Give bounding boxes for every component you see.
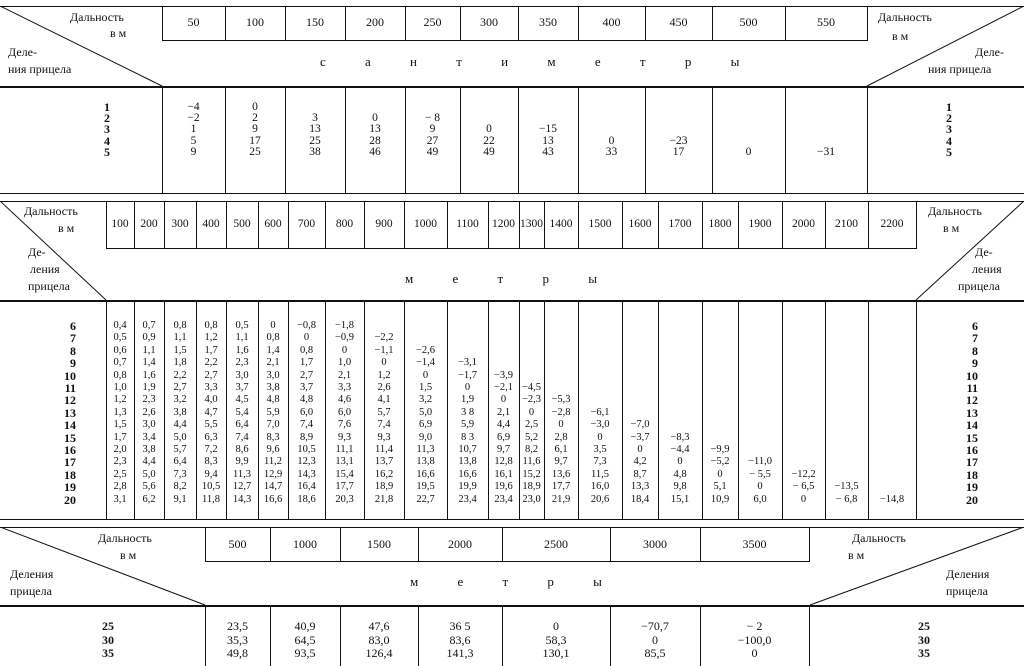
range-header: 1600 xyxy=(628,218,652,230)
value-column: − 2 −100,0 0 xyxy=(737,619,772,660)
range-label-right: Дальность xyxy=(928,204,982,218)
row-label-right: 15 xyxy=(966,430,978,445)
range-header: 50 xyxy=(187,15,200,29)
row-label: 14 xyxy=(64,418,76,433)
range-header: 450 xyxy=(669,15,688,29)
range-header: 200 xyxy=(140,218,158,230)
range-header: 900 xyxy=(375,218,393,230)
row-label-right: 18 xyxy=(966,467,978,482)
value-column: 0,8 1,2 1,7 2,2 2,7 3,3 4,0 4,7 5,5 6,3 7,2 8,3 9,4 10,5 11,8 xyxy=(201,320,221,505)
range-header: 300 xyxy=(171,218,189,230)
range-header: 100 xyxy=(246,15,264,29)
row-label: 16 xyxy=(64,443,76,457)
row-label-right: 30 xyxy=(918,632,930,647)
value-column: −70,7 0 85,5 xyxy=(641,619,669,660)
sight-label-2: ления xyxy=(30,262,60,276)
value-column: 0 0,8 1,4 2,1 3,0 3,8 4,8 5,9 7,0 8,3 9,6 11,2 12,9 14,7 16,6 xyxy=(263,320,283,505)
value-column: 0,8 1,1 1,5 1,8 2,2 2,7 3,2 3,8 4,4 5,0 5,7 6,4 7,3 8,2 9,1 xyxy=(173,320,187,505)
row-label-right: 4 xyxy=(946,133,952,148)
row-label: 2 xyxy=(104,111,110,126)
value-column: −0,8 0 0,8 1,7 2,7 3,7 4,8 6,0 7,4 8,9 10,5 12,3 14,3 16,4 18,6 xyxy=(296,320,317,505)
unit-label: в м xyxy=(110,26,127,40)
value-column: −2,6 −1,4 0 1,5 3,2 5,0 6,9 9,0 11,3 13,8 16,6 19,5 22,7 xyxy=(415,344,436,505)
row-label: 4 xyxy=(104,133,110,148)
value-column: −12,2 − 6,5 0 xyxy=(791,468,816,505)
value-column: 40,9 64,5 93,5 xyxy=(294,619,316,660)
corner-diagonals xyxy=(0,201,1024,302)
value-column: −14,8 xyxy=(879,493,905,505)
row-label-right: 35 xyxy=(918,646,930,660)
range-header: 1500 xyxy=(588,218,612,230)
sight-label-right-2: ления xyxy=(972,262,1002,276)
row-label: 18 xyxy=(64,467,76,482)
range-label: Дальность xyxy=(70,10,124,24)
sight-label-1: Деле- xyxy=(8,45,37,59)
value-column: −15 13 43 xyxy=(539,123,557,158)
value-column: −1,8 −0,9 0 1,0 2,1 3,3 4,6 6,0 7,6 9,3 11,1 13,1 15,4 17,7 20,3 xyxy=(334,320,355,505)
value-column: −3,1 −1,7 0 1,9 3 8 5,9 8 3 10,7 13,8 16,6 19,9 23,4 xyxy=(457,357,478,505)
sight-label-right-1: Деления xyxy=(946,567,990,581)
sight-label-2: прицела xyxy=(10,584,52,598)
range-header: 1800 xyxy=(708,218,732,230)
column-divider xyxy=(867,7,868,41)
range-header: 2100 xyxy=(835,218,858,230)
range-header: 3000 xyxy=(643,537,667,551)
divider xyxy=(0,193,1024,194)
range-header: 2200 xyxy=(880,218,904,230)
row-label: 17 xyxy=(64,455,76,470)
row-label: 8 xyxy=(70,343,76,358)
column-divider xyxy=(809,528,810,562)
sight-label-right-1: Де- xyxy=(975,245,993,259)
range-label-right: Дальность xyxy=(852,531,906,545)
column-divider xyxy=(916,202,917,249)
range-header: 1500 xyxy=(367,537,391,551)
row-label-right: 16 xyxy=(966,443,978,457)
row-label-right: 12 xyxy=(966,393,978,408)
range-header: 100 xyxy=(111,218,129,230)
meters-label: м е т р ы xyxy=(405,271,615,286)
range-header: 400 xyxy=(202,218,220,230)
value-column: 0 33 xyxy=(605,134,618,158)
unit-label-right: в м xyxy=(892,29,909,43)
range-header: 2000 xyxy=(792,218,815,230)
sight-label-1: Деления xyxy=(10,567,54,581)
value-column: 0 58,3 130,1 xyxy=(542,619,570,660)
value-column: −3,9 −2,1 0 2,1 4,4 6,9 9,7 12,8 16,1 19,6 23,4 xyxy=(493,369,514,505)
range-header: 1100 xyxy=(456,218,479,230)
range-header: 500 xyxy=(739,15,758,29)
row-label: 30 xyxy=(102,632,114,647)
value-column: −2,2 −1,1 0 1,2 2,6 4,1 5,7 7,4 9,3 11,4 13,7 16,2 18,9 21,8 xyxy=(374,332,394,505)
column-divider xyxy=(916,302,917,519)
range-label: Дальность xyxy=(98,531,152,545)
value-column: 0 22 49 xyxy=(483,123,495,158)
row-label-right: 25 xyxy=(918,619,930,633)
sight-label-right-1: Деле- xyxy=(975,45,1004,59)
range-header: 1900 xyxy=(748,218,772,230)
row-label: 20 xyxy=(64,492,76,507)
value-column: 23,5 35,3 49,8 xyxy=(227,619,248,660)
value-column: −4 −2 1 5 9 xyxy=(187,101,200,158)
value-column: 47,6 83,0 126,4 xyxy=(365,619,393,660)
value-column: 0 2 9 17 25 xyxy=(249,101,261,158)
row-label: 13 xyxy=(64,405,76,420)
divider xyxy=(0,519,1024,520)
row-label-right: 3 xyxy=(946,122,952,137)
range-header: 150 xyxy=(306,15,324,29)
range-header: 350 xyxy=(539,15,557,29)
range-header: 1200 xyxy=(492,218,515,230)
sight-label-2: ния прицела xyxy=(8,62,72,76)
row-label: 35 xyxy=(102,646,114,660)
sight-label-right-2: ния прицела xyxy=(928,62,992,76)
value-column: 0 13 28 46 xyxy=(369,112,381,158)
value-column: −11,0 − 5,5 0 6,0 xyxy=(748,456,772,505)
row-label-right: 8 xyxy=(972,343,978,358)
range-header: 500 xyxy=(228,537,247,551)
value-column: 0,5 1,1 1,6 2,3 3,0 3,7 4,5 5,4 6,4 7,4 8,6 9,9 11,3 12,7 14,3 xyxy=(232,320,252,505)
value-column: 0,7 0,9 1,1 1,4 1,6 1,9 2,3 2,6 3,0 3,4 3,8 4,4 5,0 5,6 6,2 xyxy=(142,320,156,505)
range-header: 1400 xyxy=(549,218,573,230)
row-label: 25 xyxy=(102,619,114,633)
value-column: −31 xyxy=(817,145,835,158)
value-column: 0 xyxy=(745,145,752,158)
value-column: −9,9 −5,2 0 5,1 10,9 xyxy=(710,444,730,505)
row-label: 15 xyxy=(64,430,76,445)
range-header: 3500 xyxy=(742,537,767,551)
value-column: −7,0 −3,7 0 4,2 8,7 13,3 18,4 xyxy=(630,419,650,505)
unit-label-right: в м xyxy=(943,221,960,235)
value-column: −23 17 xyxy=(669,134,688,158)
sight-label-1: Де- xyxy=(28,245,46,259)
range-header: 800 xyxy=(335,218,354,230)
row-label: 9 xyxy=(70,356,76,371)
row-label-right: 13 xyxy=(966,405,978,420)
range-header: 2000 xyxy=(448,537,472,551)
range-header: 200 xyxy=(366,15,384,29)
row-label-right: 10 xyxy=(966,368,978,383)
range-header: 400 xyxy=(602,15,621,29)
range-header: 300 xyxy=(480,15,498,29)
row-label: 11 xyxy=(64,381,76,395)
row-label: 12 xyxy=(64,393,76,408)
sight-label-right-2: прицела xyxy=(946,584,988,598)
range-label: Дальность xyxy=(24,204,78,218)
unit-label-right: в м xyxy=(848,548,865,562)
range-header: 1700 xyxy=(668,218,692,230)
row-label-right: 11 xyxy=(966,381,978,395)
row-label: 10 xyxy=(64,368,76,383)
row-label-right: 5 xyxy=(946,144,952,159)
range-header: 2500 xyxy=(544,537,568,551)
range-header: 600 xyxy=(264,218,282,230)
range-header: 1300 xyxy=(520,218,543,230)
row-label-right: 1 xyxy=(946,100,952,114)
range-header: 500 xyxy=(233,218,251,230)
row-label-right: 19 xyxy=(966,480,978,495)
value-column: 3 13 25 38 xyxy=(309,112,321,158)
value-column: −5,3 −2,8 0 2,8 6,1 9,7 13,6 17,7 21,9 xyxy=(551,394,571,505)
row-label-right: 2 xyxy=(946,111,952,126)
range-label-right: Дальность xyxy=(878,10,932,24)
value-column: −4,5 −2,3 0 2,5 5,2 8,2 11,6 15,2 18,9 23,0 xyxy=(521,382,542,505)
row-label-right: 7 xyxy=(972,331,978,346)
value-column: − 8 9 27 49 xyxy=(424,112,441,158)
row-label-right: 17 xyxy=(966,455,978,470)
sight-label-3: прицела xyxy=(28,279,70,293)
column-divider xyxy=(867,88,868,193)
centimeters-label: с а н т и м е т р ы xyxy=(320,54,758,69)
row-label-right: 20 xyxy=(966,492,978,507)
row-label-right: 9 xyxy=(972,356,978,371)
unit-label: в м xyxy=(120,548,137,562)
row-label: 3 xyxy=(104,122,110,137)
column-divider xyxy=(809,607,810,666)
row-label: 5 xyxy=(104,144,110,159)
range-header: 250 xyxy=(423,15,442,29)
sight-label-right-3: прицела xyxy=(958,279,1000,293)
range-header: 700 xyxy=(297,218,316,230)
value-column: −6,1 −3,0 0 3,5 7,3 11,5 16,0 20,6 xyxy=(590,406,610,505)
row-label: 6 xyxy=(70,319,76,333)
row-label: 19 xyxy=(64,480,76,495)
row-label-right: 14 xyxy=(966,418,978,433)
range-header: 1000 xyxy=(414,218,437,230)
value-column: −13,5 − 6,8 xyxy=(834,481,859,505)
meters-label: м е т р ы xyxy=(410,574,620,589)
row-label: 7 xyxy=(70,331,76,346)
unit-label: в м xyxy=(58,221,75,235)
value-column: 0,4 0,5 0,6 0,7 0,8 1,0 1,2 1,3 1,5 1,7 2,0 2,3 2,5 2,8 3,1 xyxy=(113,320,127,505)
range-header: 1000 xyxy=(293,537,317,551)
value-column: −8,3 −4,4 0 4,8 9,8 15,1 xyxy=(670,431,690,505)
row-label: 1 xyxy=(104,100,110,114)
value-column: 36 5 83,6 141,3 xyxy=(446,619,474,660)
range-header: 550 xyxy=(817,15,835,29)
row-label-right: 6 xyxy=(972,319,978,333)
